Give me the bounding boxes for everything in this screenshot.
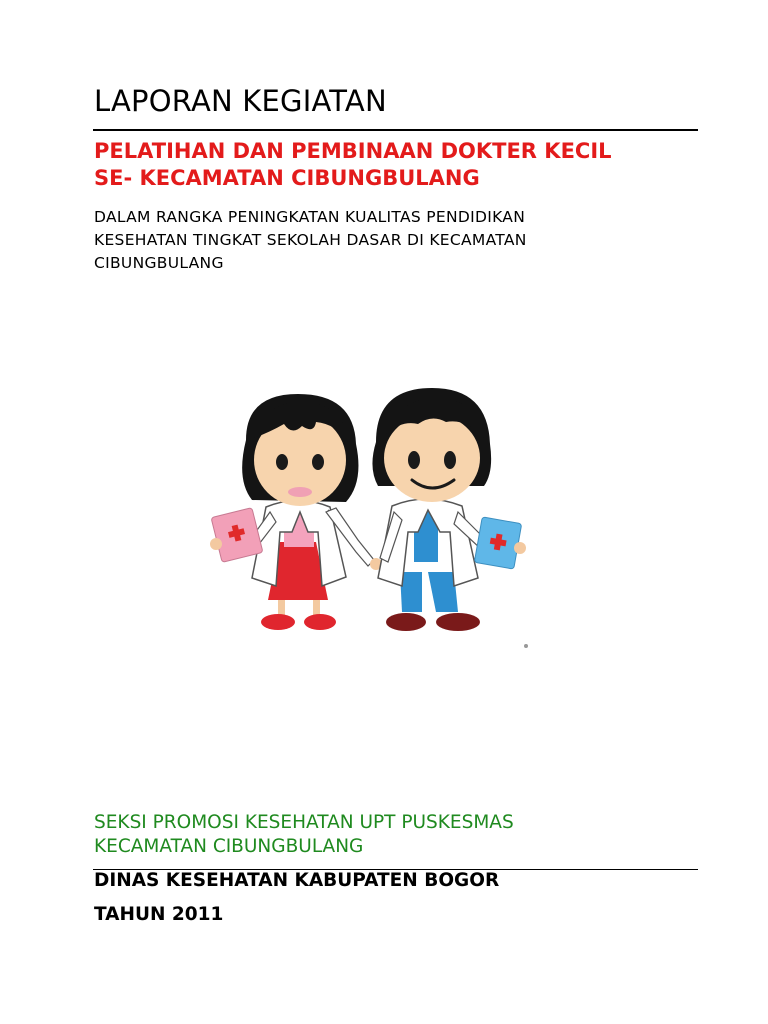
little-doctors-illustration — [196, 372, 546, 682]
purpose-line-1: DALAM RANGKA PENINGKATAN KUALITAS PENDIDIKAN — [94, 208, 526, 226]
document-title: LAPORAN KEGIATAN — [94, 84, 387, 118]
medical-card-icon — [474, 517, 521, 569]
medical-card-icon — [211, 508, 263, 563]
organizer-section — [94, 811, 714, 859]
subtitle-line-1: PELATIHAN DAN PEMBINAAN DOKTER KECIL — [94, 139, 612, 163]
section-line-2: KECAMATAN CIBUNGBULANG — [94, 836, 364, 857]
activity-subtitle — [94, 138, 714, 192]
purpose-line-3: CIBUNGBULANG — [94, 254, 224, 272]
boy-doctor-icon — [372, 388, 526, 631]
purpose-text — [94, 206, 714, 275]
department-name: DINAS KESEHATAN KABUPATEN BOGOR — [94, 870, 500, 891]
section-line-1: SEKSI PROMOSI KESEHATAN UPT PUSKESMAS — [94, 812, 514, 833]
girl-doctor-icon — [210, 394, 382, 630]
report-year: TAHUN 2011 — [94, 904, 224, 925]
purpose-line-2: KESEHATAN TINGKAT SEKOLAH DASAR DI KECAMATAN — [94, 231, 527, 249]
title-divider — [93, 129, 698, 131]
subtitle-line-2: SE- KECAMATAN CIBUNGBULANG — [94, 166, 480, 190]
